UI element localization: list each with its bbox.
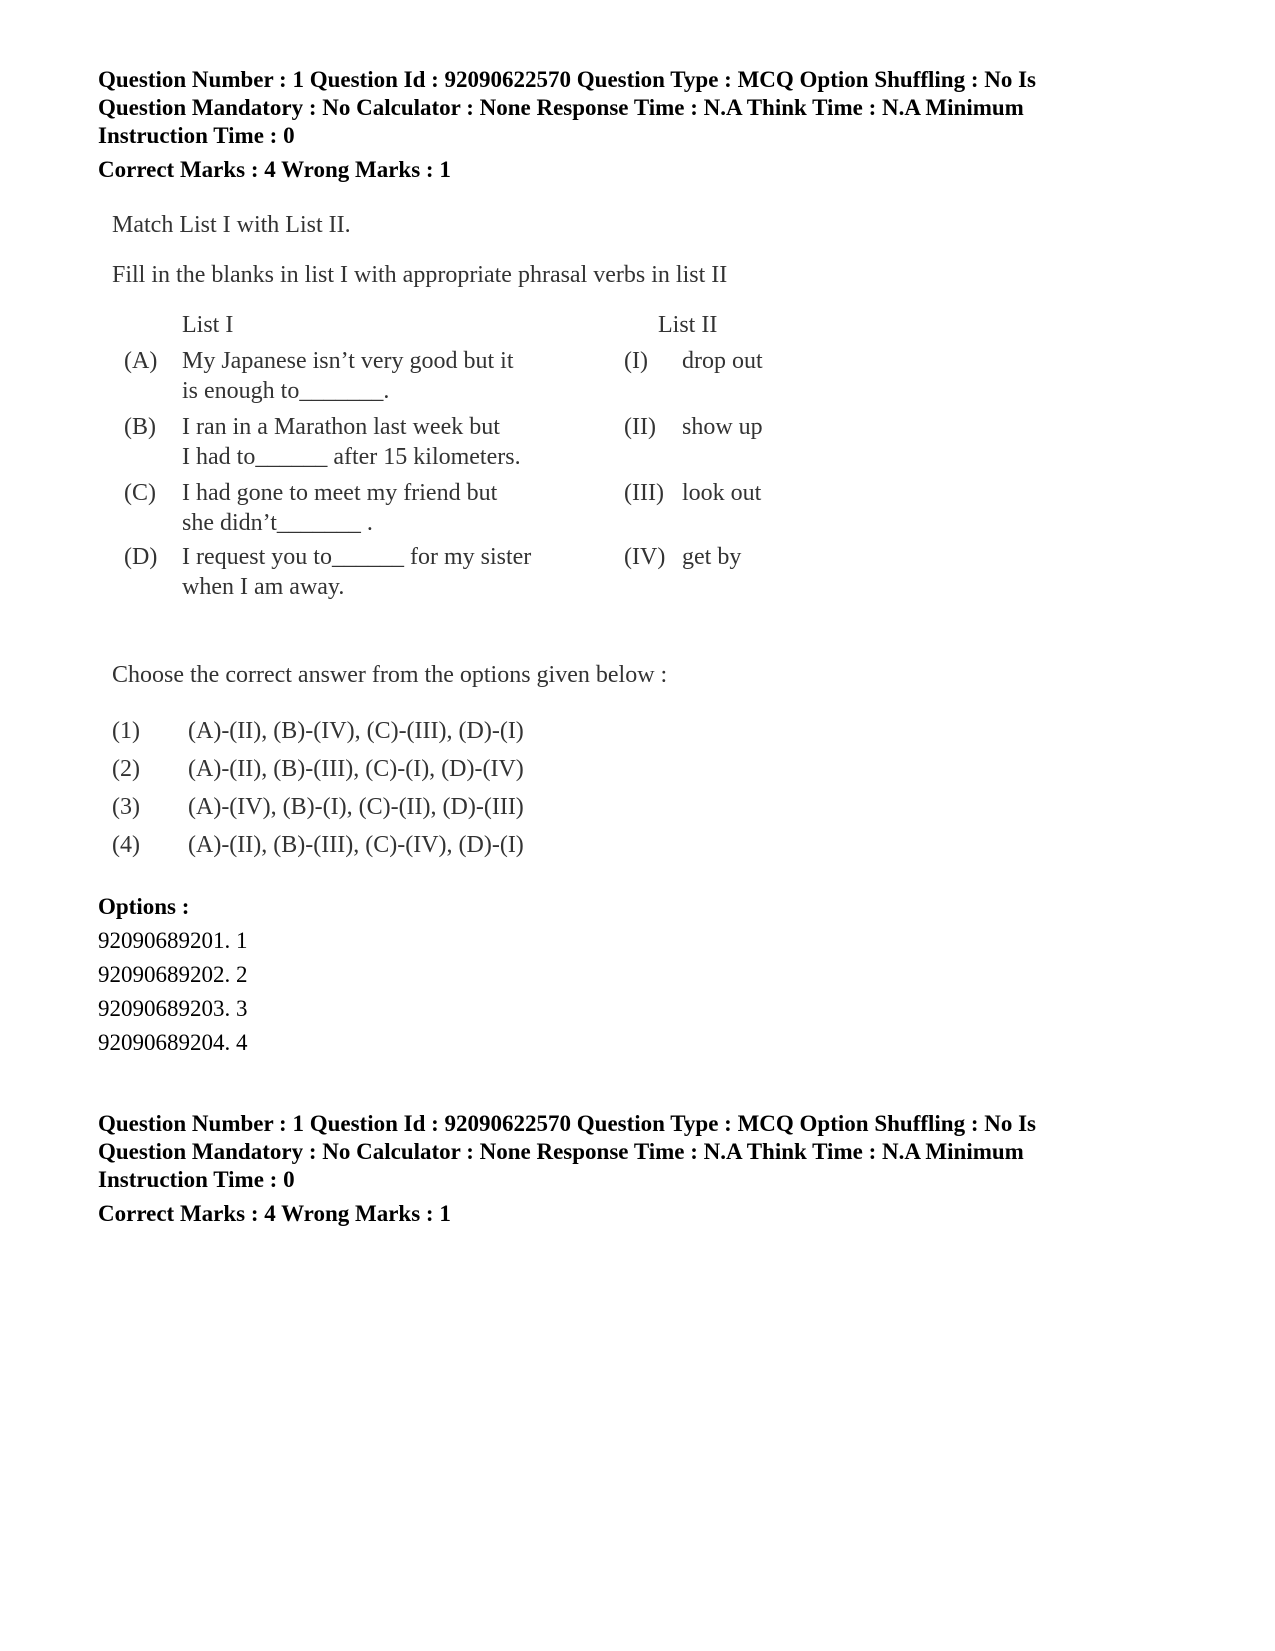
row-label: (B) bbox=[124, 414, 156, 440]
option-item-2: 92090689202. 2 bbox=[98, 962, 248, 987]
answer-choices bbox=[112, 712, 612, 864]
row-label: (D) bbox=[124, 544, 158, 570]
question-instruction: Match List I with List II. bbox=[112, 212, 351, 238]
meta-line-1: Question Number : 1 Question Id : 92090622570 Question Type : MCQ Option Shuffling : No Is bbox=[98, 67, 1037, 92]
question-meta-bottom bbox=[98, 1110, 1178, 1228]
row-text: I had gone to meet my friend but she didn’t_______ . bbox=[182, 480, 498, 536]
meta-line-1: Question Number : 1 Question Id : 92090622570 Question Type : MCQ Option Shuffling : No Is bbox=[98, 1111, 1037, 1136]
meta-line-2: Question Mandatory : No Calculator : None Response Time : N.A Think Time : N.A Minimum bbox=[98, 1139, 1024, 1164]
option-item-3: 92090689203. 3 bbox=[98, 996, 248, 1021]
row-label: (A) bbox=[124, 348, 158, 374]
answer-value: (A)-(II), (B)-(III), (C)-(I), (D)-(IV) bbox=[188, 756, 524, 782]
answer-choice-4 bbox=[112, 826, 612, 864]
list2-heading: List II bbox=[658, 312, 718, 338]
verb-label: (II) bbox=[624, 414, 656, 440]
meta-line-3: Instruction Time : 0 bbox=[98, 123, 295, 148]
verb-text: drop out bbox=[682, 348, 763, 374]
meta-line-2: Question Mandatory : No Calculator : None Response Time : N.A Think Time : N.A Minimum bbox=[98, 95, 1024, 120]
choose-prompt: Choose the correct answer from the options given below : bbox=[112, 662, 668, 688]
meta-marks: Correct Marks : 4 Wrong Marks : 1 bbox=[98, 157, 451, 182]
match-lists bbox=[112, 312, 892, 638]
verb-text: show up bbox=[682, 414, 763, 440]
question-meta-top bbox=[98, 66, 1178, 184]
row-label: (C) bbox=[124, 480, 156, 506]
question-subinstruction: Fill in the blanks in list I with appropriate phrasal verbs in list II bbox=[112, 262, 728, 288]
meta-line-3: Instruction Time : 0 bbox=[98, 1167, 295, 1192]
question-body bbox=[112, 210, 892, 638]
verb-text: look out bbox=[682, 480, 762, 506]
options-heading: Options : bbox=[98, 894, 190, 919]
answer-choice-2 bbox=[112, 750, 612, 788]
answer-choice-1 bbox=[112, 712, 612, 750]
answer-value: (A)-(IV), (B)-(I), (C)-(II), (D)-(III) bbox=[188, 794, 524, 820]
answer-value: (A)-(II), (B)-(III), (C)-(IV), (D)-(I) bbox=[188, 832, 524, 858]
answer-value: (A)-(II), (B)-(IV), (C)-(III), (D)-(I) bbox=[188, 718, 524, 744]
row-text: I request you to______ for my sister when I am away. bbox=[182, 544, 532, 600]
answer-number: (1) bbox=[112, 718, 140, 744]
verb-text: get by bbox=[682, 544, 742, 570]
answer-number: (4) bbox=[112, 832, 140, 858]
answer-number: (3) bbox=[112, 794, 140, 820]
row-text: My Japanese isn’t very good but it is enough to_______. bbox=[182, 348, 514, 404]
verb-label: (IV) bbox=[624, 544, 666, 570]
answer-number: (2) bbox=[112, 756, 140, 782]
meta-marks: Correct Marks : 4 Wrong Marks : 1 bbox=[98, 1201, 451, 1226]
option-item-4: 92090689204. 4 bbox=[98, 1030, 248, 1055]
option-item-1: 92090689201. 1 bbox=[98, 928, 248, 953]
row-text: I ran in a Marathon last week but I had to______ after 15 kilometers. bbox=[182, 414, 521, 470]
list1-heading: List I bbox=[182, 312, 234, 338]
verb-label: (I) bbox=[624, 348, 648, 374]
answer-choice-3 bbox=[112, 788, 612, 826]
verb-label: (III) bbox=[624, 480, 664, 506]
options-block bbox=[98, 890, 248, 1060]
